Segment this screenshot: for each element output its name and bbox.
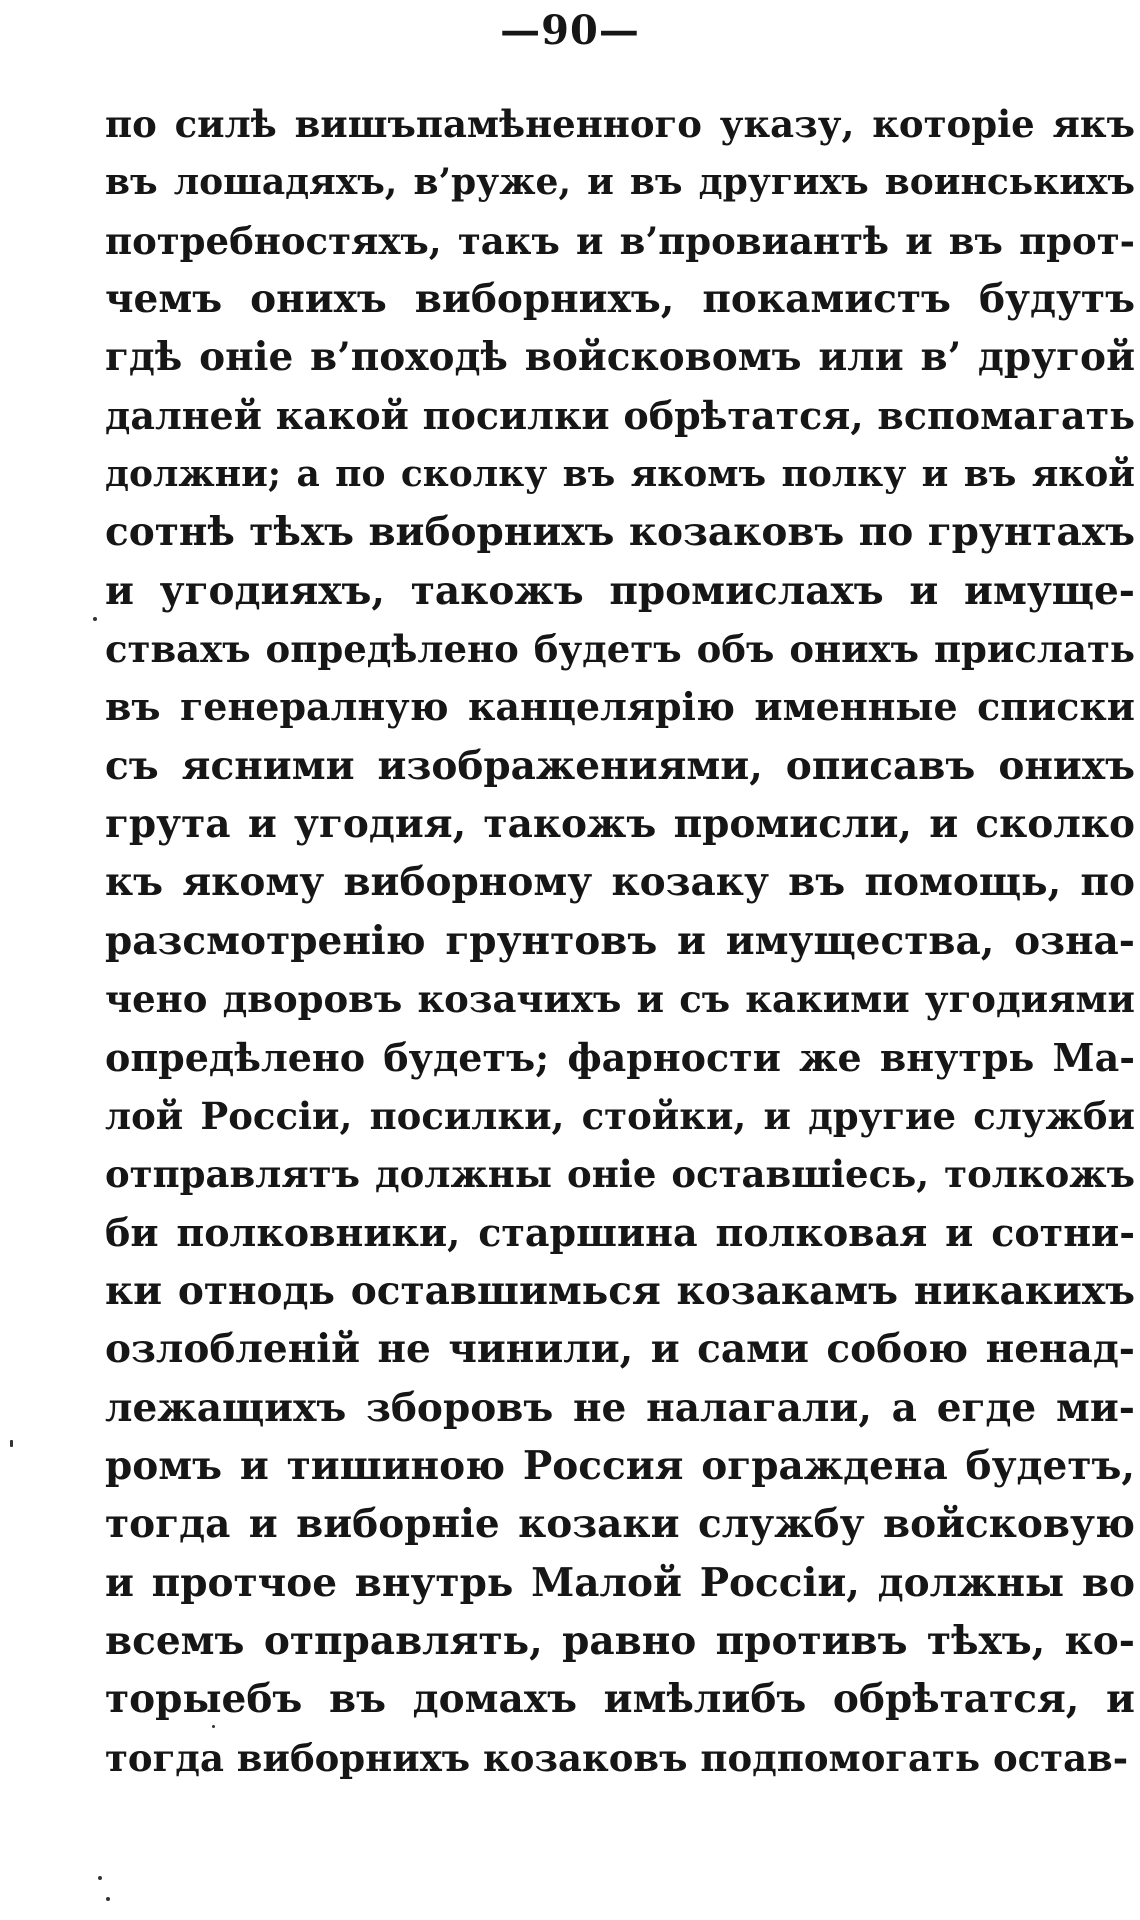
scan-speck xyxy=(212,1725,215,1728)
scan-speck xyxy=(93,617,97,621)
text-line: въ лошадяхъ, в’руже, и въ другихъ воинськихъ xyxy=(105,161,1135,204)
page-number: —90— xyxy=(500,7,640,54)
text-line: лежащихъ зборовъ не налагали, а егде ми- xyxy=(105,1384,1135,1431)
text-line: гдѣ оніе в’походѣ войсковомъ или в’ другой xyxy=(105,334,1135,381)
text-line: тогда и виборніе козаки службу войсковую xyxy=(105,1501,1135,1548)
text-line: озлобленій не чинили, и сами собою ненад- xyxy=(105,1326,1135,1373)
scan-speck xyxy=(10,1440,13,1447)
text-line: торыебъ въ домахъ имѣлибъ обрѣтатся, и xyxy=(105,1676,1135,1723)
text-line: лой Россіи, посилки, стойки, и другие служби xyxy=(105,1093,1135,1138)
text-line: потребностяхъ, такъ и в’провиантѣ и въ прот- xyxy=(105,218,1135,263)
scan-speck xyxy=(106,1897,110,1901)
text-line: разсмотренію грунтовъ и имущества, озна- xyxy=(105,917,1135,964)
text-line: тогда виборнихъ козаковъ подпомогать остав- xyxy=(105,1735,1129,1780)
scan-speck xyxy=(98,1876,102,1880)
text-line: далней какой посилки обрѣтатся, вспомагать xyxy=(105,392,1135,438)
text-line: сотнѣ тѣхъ виборнихъ козаковъ по грунтахъ xyxy=(105,509,1135,556)
text-line: и угодияхъ, такожъ промислахъ и имуще- xyxy=(105,567,1135,614)
text-line: опредѣлено будетъ; фарности же внутрь Ма- xyxy=(105,1034,1135,1080)
text-line: должни; а по сколку въ якомъ полку и въ якой xyxy=(105,453,1135,496)
body-text xyxy=(105,95,1135,1787)
text-line: би полковники, старшина полковая и сотни- xyxy=(105,1209,1135,1255)
text-line: ки отнодь оставшимься козакамъ никакихъ xyxy=(105,1267,1135,1314)
text-line: ромъ и тишиною Россия ограждена будетъ, xyxy=(105,1442,1135,1489)
text-line: въ генералную канцелярію именные списки xyxy=(105,684,1135,730)
text-line: по силѣ вишъпамѣненного указу, которіе якъ xyxy=(105,102,1135,146)
text-line: съ ясними изображениями, описавъ онихъ xyxy=(105,742,1135,789)
text-line: чемъ онихъ виборнихъ, покамистъ будутъ xyxy=(105,276,1135,323)
text-line: къ якому виборному козаку въ помощь, по xyxy=(105,859,1135,906)
text-line: отправлятъ должны оніе оставшіесь, толкожъ xyxy=(105,1152,1135,1197)
text-line: чено дворовъ козачихъ и съ какими угодиями xyxy=(105,977,1135,1022)
text-line: грута и угодия, такожъ промисли, и сколко xyxy=(105,801,1135,848)
text-line: всемъ отправлять, равно противъ тѣхъ, ко- xyxy=(105,1617,1135,1664)
text-line: и протчое внутрь Малой Россіи, должны во xyxy=(105,1559,1135,1606)
text-line: ствахъ опредѣлено будетъ объ онихъ прислать xyxy=(105,627,1135,672)
